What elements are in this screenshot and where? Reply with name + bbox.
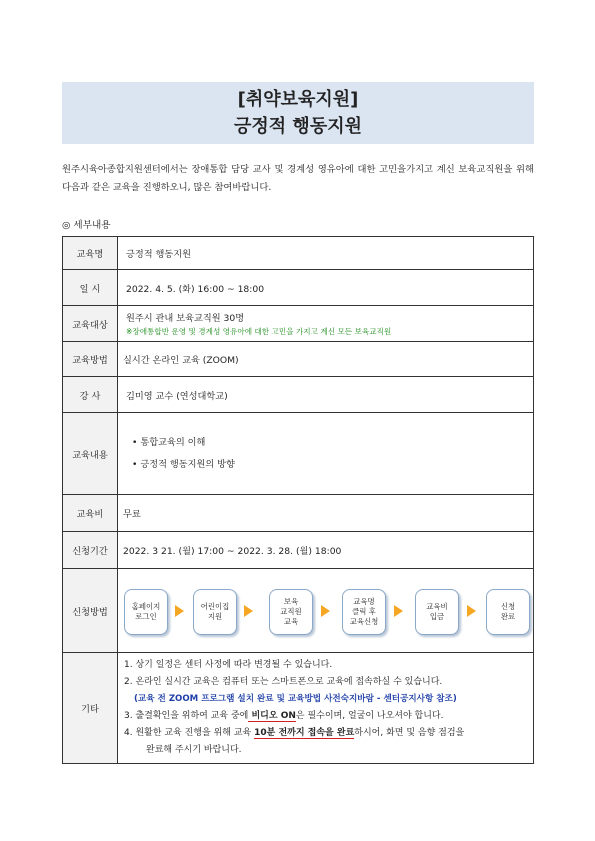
page-title: 긍정적 행동지원 xyxy=(234,116,362,137)
label-fee: 교육비 xyxy=(63,495,118,532)
title-banner xyxy=(62,82,534,144)
flow-step-payment: 교육비 입금 xyxy=(415,589,459,635)
flow-step-login: 홈페이지 로그인 xyxy=(124,589,168,635)
arrow-right-icon xyxy=(467,605,476,617)
row-datetime xyxy=(63,270,534,306)
target-note: ※장애통합반 운영 및 경계성 영유아에 대한 고민을 가지고 계신 모든 보육교직원 xyxy=(126,327,392,336)
row-apply xyxy=(63,569,534,653)
etc-line-2-note: (교육 전 ZOOM 프로그램 설치 완료 및 교육방법 사전숙지바람 - 센터공지사항 참조) xyxy=(134,694,457,704)
etc-line-5: 완료해 주시기 바랍니다. xyxy=(146,745,242,755)
value-content xyxy=(118,413,534,495)
row-lecturer xyxy=(63,377,534,413)
flow-step-daycare: 어린이집 지원 xyxy=(193,589,237,635)
label-edu-name: 교육명 xyxy=(63,237,118,270)
row-target xyxy=(63,306,534,342)
label-apply: 신청방법 xyxy=(63,569,118,653)
arrow-right-icon xyxy=(394,605,403,617)
flow-step-apply: 교육명 클릭 후 교육신청 xyxy=(342,589,386,635)
etc-line-3: 3. 출결확인을 위하여 교육 중에 비디오 ON은 필수이며, 얼굴이 나오셔야 합니다. xyxy=(124,711,444,721)
row-fee xyxy=(63,495,534,532)
target-main: 원주시 관내 보육교직원 30명 xyxy=(126,313,245,324)
flow-step-staff-edu: 보육 교직원 교육 xyxy=(269,589,313,635)
value-fee: 무료 xyxy=(118,495,534,532)
label-target: 교육대상 xyxy=(63,306,118,342)
row-content xyxy=(63,413,534,495)
value-etc xyxy=(118,653,534,764)
label-content: 교육내용 xyxy=(63,413,118,495)
value-target xyxy=(118,306,534,342)
value-edu-name: 긍정적 행동지원 xyxy=(118,237,534,270)
content-item: • 긍정적 행동지원의 방향 xyxy=(132,458,235,470)
label-etc: 기타 xyxy=(63,653,118,764)
label-method: 교육방법 xyxy=(63,342,118,377)
etc-line-1: 1. 상기 일정은 센터 사정에 따라 변경될 수 있습니다. xyxy=(124,660,333,670)
content-item: • 통합교육의 이해 xyxy=(132,436,206,448)
flow-step-complete: 신청 완료 xyxy=(486,589,530,635)
row-etc xyxy=(63,653,534,764)
value-datetime: 2022. 4. 5. (화) 16:00 ~ 18:00 xyxy=(118,270,534,306)
section-label: ◎ 세부내용 xyxy=(62,220,111,231)
apply-flow xyxy=(118,571,533,651)
row-edu-name xyxy=(63,237,534,270)
arrow-right-icon xyxy=(321,605,330,617)
etc-line-2: 2. 온라인 실시간 교육은 컴퓨터 또는 스마트폰으로 교육에 접속하실 수 있습니다. xyxy=(124,677,443,687)
label-datetime: 일 시 xyxy=(63,270,118,306)
value-apply xyxy=(118,569,534,653)
join-early-emphasis: 10분 전까지 접속을 완료 xyxy=(254,728,355,738)
arrow-right-icon xyxy=(244,605,253,617)
arrow-right-icon xyxy=(175,605,184,617)
title-category: [취약보육지원] xyxy=(237,89,359,110)
value-period: 2022. 3 21. (월) 17:00 ~ 2022. 3. 28. (월) 18:00 xyxy=(118,532,534,569)
video-on-emphasis: 비디오 ON xyxy=(248,711,296,721)
label-lecturer: 강 사 xyxy=(63,377,118,413)
intro-text: 원주시육아종합지원센터에서는 장애통합 담당 교사 및 경계성 영유아에 대한 고민을가지고 계신 보육교직원을 위해 다음과 같은 교육을 진행하오니, 많은 참여바랍니다. xyxy=(62,164,534,193)
details-table xyxy=(62,236,534,764)
row-method xyxy=(63,342,534,377)
value-method: 실시간 온라인 교육 (ZOOM) xyxy=(118,342,534,377)
row-period xyxy=(63,532,534,569)
value-lecturer: 김미영 교수 (연성대학교) xyxy=(118,377,534,413)
etc-line-4: 4. 원활한 교육 진행을 위해 교육 10분 전까지 접속을 완료하시어, 화면 및 음향 점검을 xyxy=(124,728,465,738)
label-period: 신청기간 xyxy=(63,532,118,569)
